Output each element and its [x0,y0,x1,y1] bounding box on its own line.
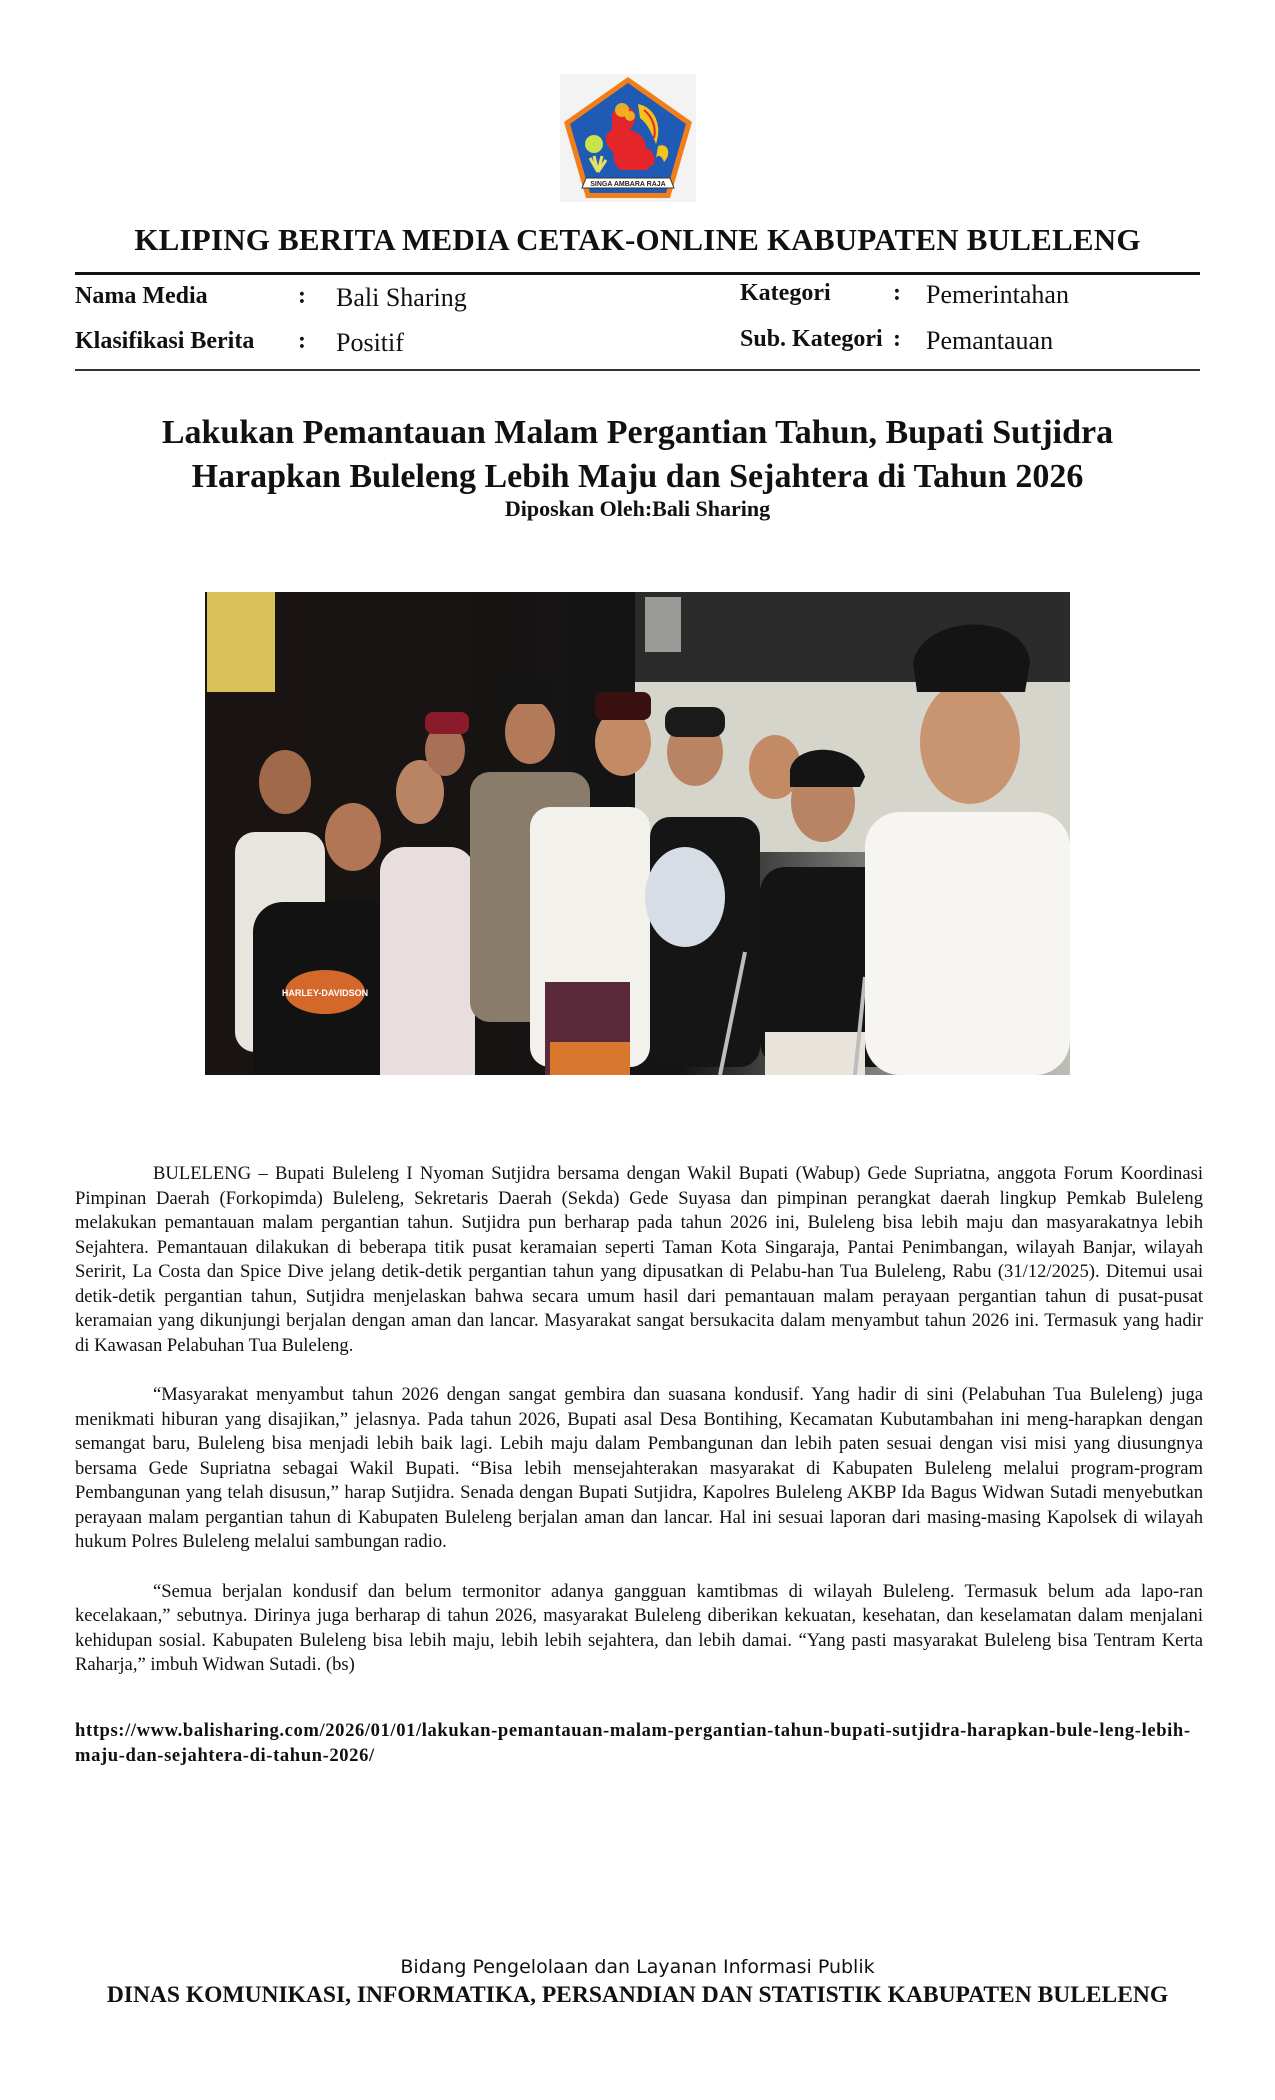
article-photo [205,592,1070,1075]
photo-signboard [207,592,275,692]
klasifikasi-berita-colon: : [298,328,306,354]
kategori-label: Kategori [740,280,831,306]
klasifikasi-berita-value: Positif [336,328,404,357]
klasifikasi-berita-label: Klasifikasi Berita [75,328,255,354]
kategori-colon: : [893,280,901,306]
kliping-title: KLIPING BERITA MEDIA CETAK-ONLINE KABUPATEN BULELENG [134,222,1141,257]
header-bottom-rule [75,369,1200,371]
nama-media-label: Nama Media [75,283,208,309]
article-paragraph-1: BULELENG – Bupati Buleleng I Nyoman Sutjidra bersama dengan Wakil Bupati (Wabup) Gede Supriatna, anggota Forum Koordinasi Pimpinan Daerah (Forkopimda) Buleleng, Sekretaris Daerah (Sekda) Gede Suyasa dan pimpinan perangkat daerah lingkup Pemkab Buleleng melakukan pemantauan malam pergantian tahun. Sutjidra pun berharap pada tahun 2026 ini, Buleleng bisa lebih maju dan masyarakatnya lebih Sejahtera. Pemantauan dilakukan di beberapa titik pusat keramaian seperti Taman Kota Singaraja, Pantai Penimbangan, wilayah Banjar, wilayah Seririt, La Costa dan Spice Dive jelang detik-detik pergantian tahun yang dipusatkan di Pelabu-han Tua Buleleng, Rabu (31/12/2025). Ditemui usai detik-detik pergantian tahun, Sutjidra menjelaskan bahwa secara umum hasil dari pemantauan malam perayaan pergantian tahun di pusat-pusat keramaian yang dikunjungi berjalan dengan aman dan lancar. Masyarakat sangat bersukacita dalam menyambut tahun 2026 ini. Termasuk yang hadir di Kawasan Pelabuhan Tua Buleleng. [75,1163,1203,1356]
footer-title: DINAS KOMUNIKASI, INFORMATIKA, PERSANDIAN DAN STATISTIK KABUPATEN BULELENG [106,1982,1169,2008]
header-top-rule [75,272,1200,275]
nama-media-value: Bali Sharing [336,283,467,312]
article-body [75,1162,1203,1703]
sub-kategori-label: Sub. Kategori [740,326,883,352]
photo-shirt-text: HARLEY-DAVIDSON [281,988,369,998]
kategori-value: Pemerintahan [926,280,1069,309]
article-title-line-2: Harapkan Buleleng Lebih Maju dan Sejahtera di Tahun 2026 [191,458,1084,495]
article-paragraph-3: “Semua berjalan kondusif dan belum termonitor adanya gangguan kamtibmas di wilayah Buleleng. Termasuk belum ada lapo-ran kecelakaan,” sebutnya. Dirinya juga berharap di tahun 2026, masyarakat Buleleng diberikan kekuatan, kesehatan, dan keselamatan dalam menjalani kehidupan sosial. Kabupaten Buleleng bisa lebih maju, lebih lebih sejahtera, dan lebih damai. “Yang pasti masyarakat Buleleng bisa Tentram Kerta Raharja,” imbuh Widwan Sutadi. (bs) [75,1580,1203,1675]
article-title-line-1: Lakukan Pemantauan Malam Pergantian Tahun, Bupati Sutjidra [161,414,1114,451]
article-byline: Diposkan Oleh:Bali Sharing [504,496,771,521]
logo-motto-text: SINGA AMBARA RAJA [590,181,666,188]
sub-kategori-colon: : [893,326,901,352]
source-url-link[interactable]: https://www.balisharing.com/2026/01/01/lakukan-pemantauan-malam-pergantian-tahun-bupati-sutjidra-harapkan-bule-leng-lebih-maju-dan-sejahtera-di-tahun-2026/ [75,1720,1191,1766]
article-paragraph-2: “Masyarakat menyambut tahun 2026 dengan sangat gembira dan suasana kondusif. Yang hadir di sini (Pelabuhan Tua Buleleng) juga menikmati hiburan yang disajikan,” jelasnya. Pada tahun 2026, Bupati asal Desa Bontihing, Kecamatan Kubutambahan ini meng-harapkan dengan semangat baru, Buleleng bisa menjadi lebih baik lagi. Lebih maju dalam Pembangunan dan lebih paten sesuai dengan visi misi yang diusungnya bersama Gede Supriatna sebagai Wakil Bupati. “Bisa lebih mensejahterakan masyarakat di Kabupaten Buleleng melalui program-program Pembangunan yang telah disusun,” harap Sutjidra. Senada dengan Bupati Sutjidra, Kapolres Buleleng AKBP Ida Bagus Widwan Sutadi menyebutkan perayaan malam pergantian tahun di Kabupaten Buleleng berjalan aman dan lancar. Hal ini sesuai laporan dari masing-masing Kapolsek di wilayah hukum Polres Buleleng melalui sambungan radio. [75,1384,1203,1552]
kabupaten-buleleng-logo [560,74,696,202]
article-title [0,411,1275,499]
footer-subtitle: Bidang Pengelolaan dan Layanan Informasi Publik [400,1956,875,1978]
sub-kategori-value: Pemantauan [926,326,1054,355]
nama-media-colon: : [298,283,306,309]
